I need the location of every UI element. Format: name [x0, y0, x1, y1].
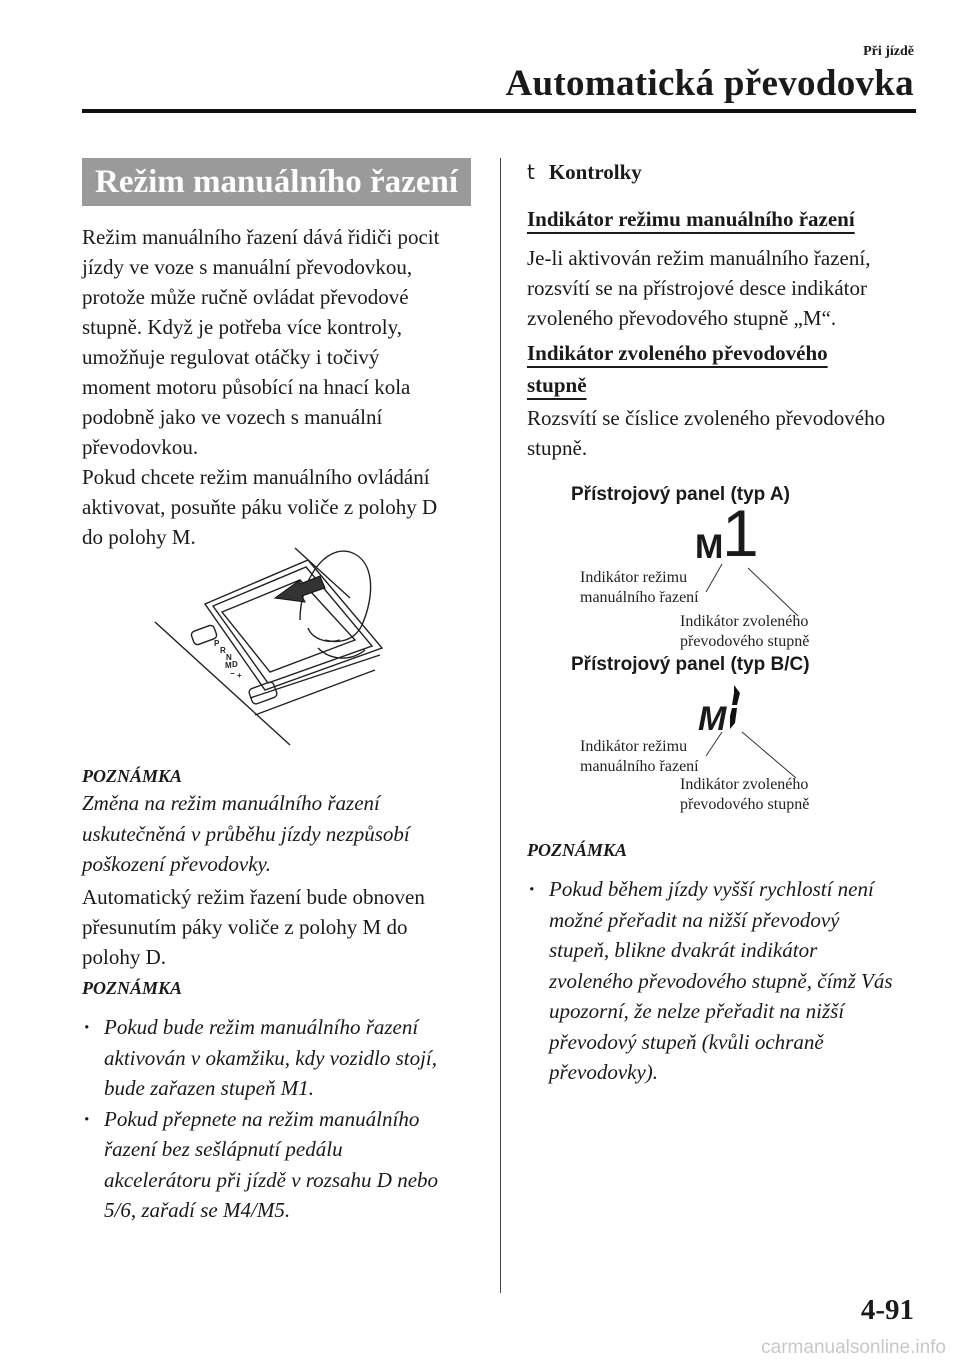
text-line: 5/6, zařadí se M4/M5. — [104, 1198, 291, 1222]
label-line: převodového stupně — [680, 796, 810, 813]
text-line: podobně jako ve vozech s manuální — [82, 405, 383, 429]
panel-a-mode-label — [580, 568, 699, 608]
column-divider — [500, 158, 501, 1293]
text-line: aktivován v okamžiku, kdy vozidlo stojí, — [104, 1045, 437, 1070]
indicator-gear-heading-line: stupně — [527, 373, 587, 397]
note-heading: POZNÁMKA — [527, 840, 628, 860]
panel-bc-mode-label — [580, 737, 699, 777]
note-bullets — [527, 874, 922, 1088]
text-line: zvoleného převodového stupně, čímž Vás — [549, 968, 893, 993]
watermark: carmanualsonline.info — [761, 1337, 946, 1358]
panel-a-gear-digit: 1 — [722, 496, 759, 570]
list-item — [527, 874, 922, 1088]
label-line: Indikátor zvoleného — [680, 776, 809, 793]
text-line: poškození převodovky. — [82, 852, 271, 876]
note-heading: POZNÁMKA — [82, 766, 183, 786]
section-title: Režim manuálního řazení — [82, 158, 471, 206]
text-line: stupně. — [527, 436, 588, 460]
subsection-kontrolky — [527, 160, 642, 185]
text-line: jízdy ve voze s manuální převodovkou, — [82, 255, 413, 279]
panel-a-gear-label — [680, 612, 809, 652]
panel-a-caption: Přístrojový panel (typ A) — [571, 484, 790, 505]
header-section-label: Při jízdě — [863, 44, 914, 59]
label-line: Indikátor zvoleného — [680, 613, 809, 630]
text-line: stupně. Když je potřeba více kontroly, — [82, 315, 402, 339]
panel-bc-caption: Přístrojový panel (typ B/C) — [571, 654, 810, 675]
indicator-mode-heading-block — [527, 205, 922, 233]
text-line: Je-li aktivován režim manuálního řazení, — [527, 246, 871, 270]
page-number: 4-91 — [860, 1294, 914, 1326]
indicator-mode-paragraph — [527, 243, 922, 333]
text-line: · Pokud přepnete na režim manuálního — [104, 1106, 420, 1131]
text-line: stupeň, blikne dvakrát indikátor — [549, 938, 818, 962]
text-line: převodovky). — [549, 1060, 659, 1084]
list-item — [82, 1104, 477, 1226]
panel-a-m-indicator: M — [695, 528, 724, 566]
indicator-gear-heading-block — [527, 339, 922, 403]
text-line: Pokud chcete režim manuálního ovládání — [82, 465, 430, 489]
text-line: možné přeřadit na nižší převodový — [549, 907, 840, 932]
text-line: řazení bez sešlápnutí pedálu — [104, 1137, 343, 1161]
text-line: převodovkou. — [82, 435, 199, 459]
text-line: rozsvítí se na přístrojové desce indikátor — [527, 276, 867, 300]
shifter-label-p: P — [214, 639, 220, 648]
text-line: do polohy M. — [82, 525, 196, 549]
text-line: převodový stupeň (kvůli ochraně — [549, 1029, 824, 1054]
text-line: Režim manuálního řazení dává řidiči pocit — [82, 225, 440, 249]
text-line: Rozsvítí se číslice zvoleného převodového — [527, 406, 886, 430]
subsection-title: Kontrolky — [548, 160, 642, 184]
text-line: · Pokud během jízdy vyšší rychlostí není — [549, 877, 874, 901]
text-line: zvoleného převodového stupně „M“. — [527, 306, 837, 330]
bullet-marker-icon: t — [527, 160, 535, 184]
label-line: manuálního řazení — [580, 589, 699, 606]
text-line: přesunutím páky voliče z polohy M do — [82, 915, 408, 939]
text-line: upozorní, že nelze přeřadit na nižší — [549, 999, 845, 1023]
chapter-title: Automatická převodovka — [505, 63, 914, 104]
label-line: Indikátor režimu — [580, 569, 688, 586]
text-line: aktivovat, posuňte páku voliče z polohy D — [82, 495, 438, 519]
text-line: umožňuje regulovat otáčky i točivý — [82, 345, 380, 369]
panel-bc-gear-segment-icon — [724, 683, 744, 733]
indicator-gear-paragraph — [527, 403, 922, 463]
panel-bc-m-indicator: M — [698, 700, 727, 738]
note-text — [82, 788, 477, 880]
intro-paragraph — [82, 222, 477, 552]
indicator-gear-heading-line: Indikátor zvoleného převodového — [527, 341, 828, 365]
text-line: akcelerátoru při jízdě v rozsahu D nebo — [104, 1167, 439, 1192]
text-line: Automatický režim řazení bude obnoven — [82, 885, 425, 909]
indicator-mode-heading: Indikátor režimu manuálního řazení — [527, 207, 855, 231]
text-line: Změna na režim manuálního řazení — [82, 791, 380, 815]
text-line: protože může ručně ovládat převodové — [82, 285, 409, 309]
shifter-label-r: R — [220, 646, 226, 655]
text-line: moment motoru působící na hnací kola — [82, 375, 411, 399]
shifter-label-plus: + — [237, 671, 242, 680]
label-line: převodového stupně — [680, 633, 810, 650]
shifter-label-d: D — [232, 660, 238, 669]
list-item — [82, 1012, 477, 1104]
shifter-label-m: M — [225, 661, 232, 670]
text-line: uskutečněná v průběhu jízdy nezpůsobí — [82, 821, 410, 846]
panel-bc-gear-label — [680, 775, 809, 815]
shifter-label-n: N — [226, 653, 232, 662]
label-line: manuálního řazení — [580, 758, 699, 775]
note-bullets — [82, 1012, 477, 1226]
text-line: polohy D. — [82, 945, 166, 969]
label-line: Indikátor režimu — [580, 738, 688, 755]
text-line: · Pokud bude režim manuálního řazení — [104, 1015, 419, 1039]
restore-paragraph — [82, 882, 477, 972]
text-line: bude zařazen stupeň M1. — [104, 1076, 314, 1100]
note-heading: POZNÁMKA — [82, 978, 183, 998]
shifter-label-minus: − — [230, 669, 235, 678]
gear-shifter-illustration — [150, 540, 400, 750]
header-rule — [82, 109, 916, 113]
